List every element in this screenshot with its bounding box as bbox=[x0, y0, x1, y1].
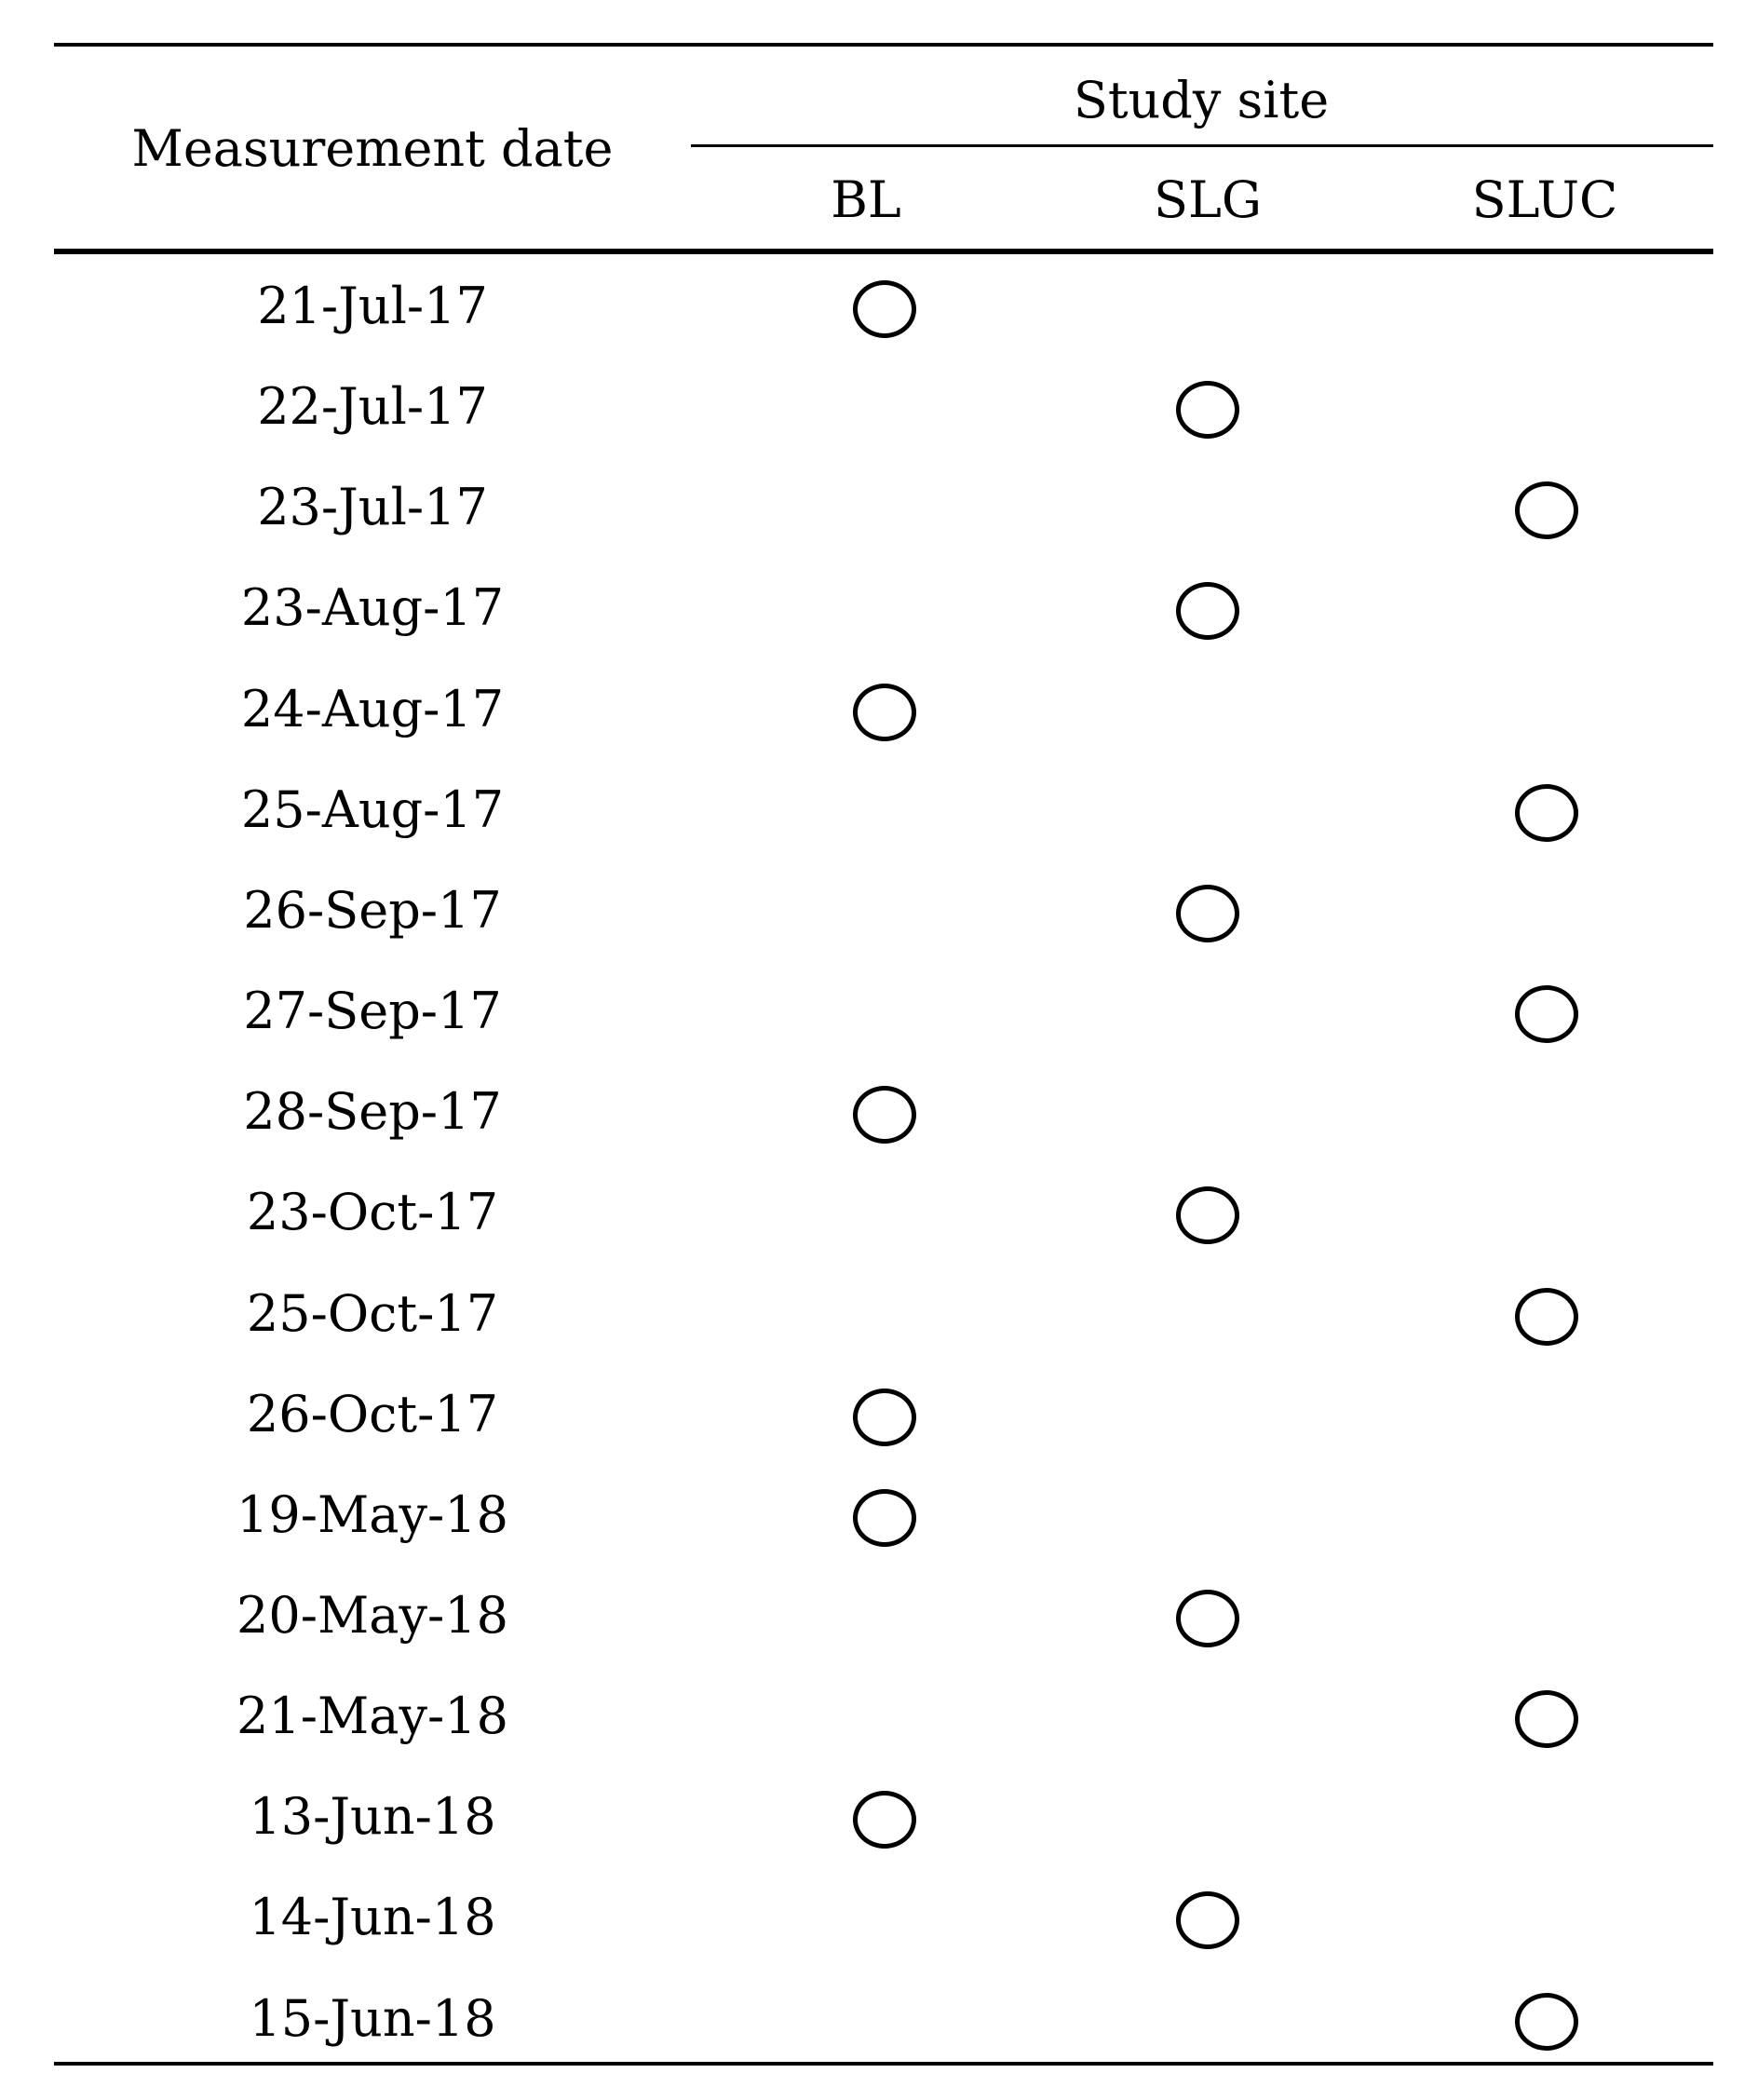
study-site-underline bbox=[691, 144, 1713, 147]
measurement-marker-slg bbox=[1176, 885, 1239, 942]
measurement-marker-bl bbox=[853, 280, 916, 338]
bottom-rule bbox=[54, 2062, 1713, 2066]
measurement-marker-sluc bbox=[1515, 1993, 1578, 2051]
measurement-date-cell: 14-Jun-18 bbox=[249, 1888, 496, 1947]
measurement-marker-bl bbox=[853, 1791, 916, 1849]
measurement-date-cell: 23-Jul-17 bbox=[257, 478, 488, 537]
measurement-marker-sluc bbox=[1515, 985, 1578, 1043]
measurement-date-cell: 23-Aug-17 bbox=[240, 578, 505, 638]
measurement-date-cell: 24-Aug-17 bbox=[240, 679, 505, 738]
measurement-marker-slg bbox=[1176, 1891, 1239, 1949]
measurement-date-header: Measurement date bbox=[131, 119, 614, 178]
measurement-marker-bl bbox=[853, 684, 916, 741]
measurement-marker-sluc bbox=[1515, 784, 1578, 842]
measurement-date-cell: 28-Sep-17 bbox=[243, 1082, 502, 1142]
measurement-date-cell: 21-Jul-17 bbox=[257, 277, 488, 335]
header-bottom-rule bbox=[54, 249, 1713, 254]
measurement-date-cell: 13-Jun-18 bbox=[249, 1787, 496, 1847]
measurement-marker-bl bbox=[853, 1389, 916, 1446]
measurement-date-cell: 26-Sep-17 bbox=[243, 880, 502, 940]
measurement-date-cell: 25-Oct-17 bbox=[246, 1283, 499, 1343]
measurement-date-cell: 25-Aug-17 bbox=[240, 779, 505, 839]
top-rule bbox=[54, 43, 1713, 47]
measurement-date-cell: 20-May-18 bbox=[237, 1585, 508, 1645]
measurement-marker-slg bbox=[1176, 1186, 1239, 1244]
measurement-marker-sluc bbox=[1515, 1690, 1578, 1748]
measurement-date-cell: 23-Oct-17 bbox=[246, 1183, 499, 1242]
measurement-date-cell: 26-Oct-17 bbox=[246, 1384, 499, 1443]
measurement-date-cell: 22-Jul-17 bbox=[257, 377, 488, 437]
measurement-date-cell: 19-May-18 bbox=[237, 1484, 508, 1544]
measurement-date-cell: 21-May-18 bbox=[237, 1687, 508, 1746]
measurement-marker-slg bbox=[1176, 1590, 1239, 1647]
column-header-sluc: SLUC bbox=[1471, 170, 1618, 229]
column-header-bl: BL bbox=[831, 170, 901, 229]
measurement-date-cell: 15-Jun-18 bbox=[249, 1988, 496, 2048]
measurement-marker-sluc bbox=[1515, 481, 1578, 539]
study-site-header: Study site bbox=[1073, 71, 1330, 129]
measurement-marker-bl bbox=[853, 1086, 916, 1144]
measurement-marker-slg bbox=[1176, 381, 1239, 439]
column-header-slg: SLG bbox=[1154, 170, 1262, 229]
measurement-marker-sluc bbox=[1515, 1288, 1578, 1346]
measurement-marker-bl bbox=[853, 1489, 916, 1547]
measurement-marker-slg bbox=[1176, 582, 1239, 640]
measurement-date-cell: 27-Sep-17 bbox=[243, 982, 502, 1041]
